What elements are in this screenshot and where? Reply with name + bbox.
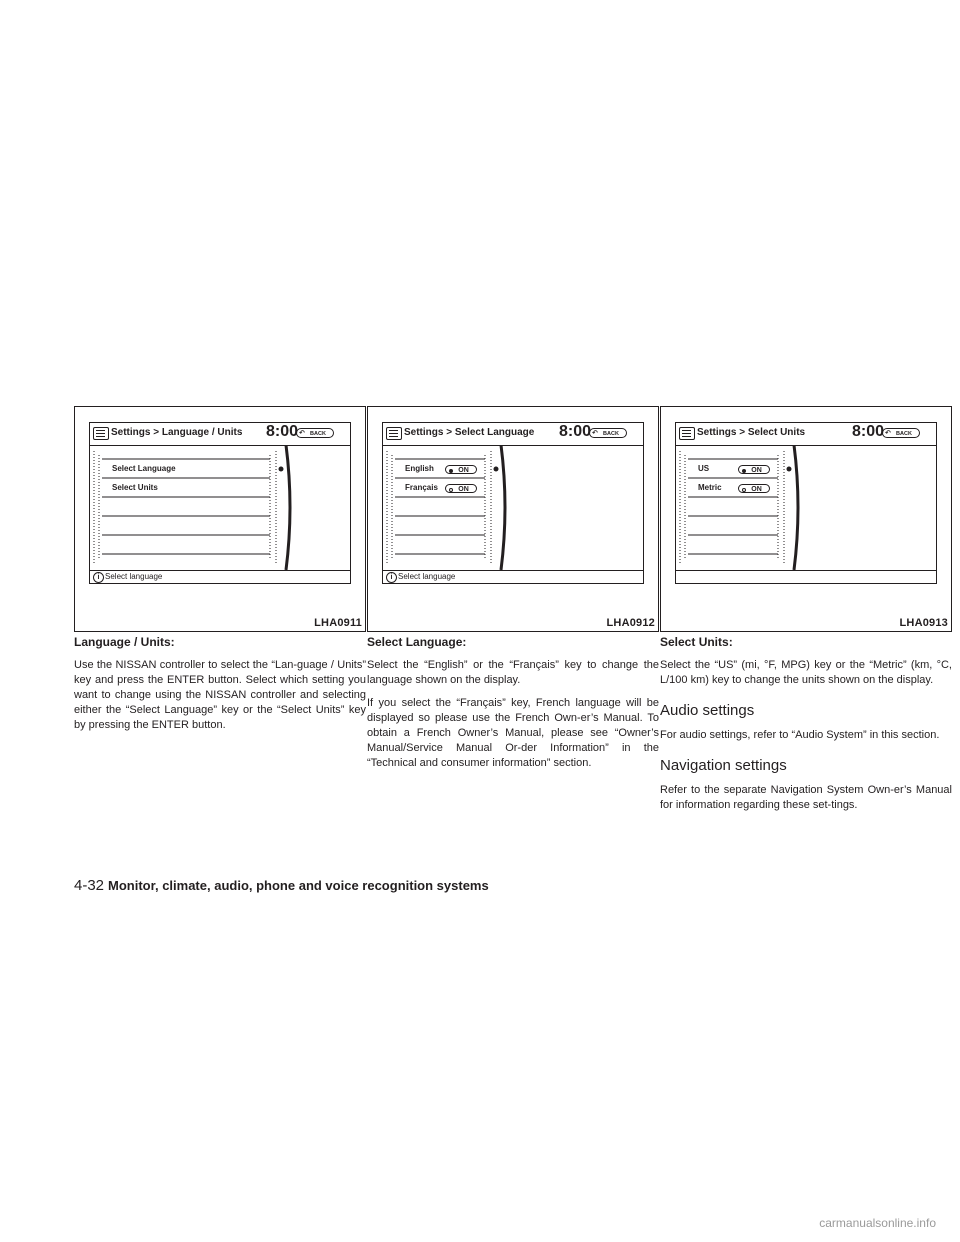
- title-bar: [676, 423, 936, 446]
- back-button[interactable]: [882, 428, 920, 438]
- breadcrumb: Settings > Language / Units: [111, 427, 243, 438]
- on-label: ON: [751, 467, 762, 474]
- paragraph: For audio settings, refer to “Audio System” in this section.: [660, 729, 940, 741]
- heading-audio-settings: Audio settings: [660, 702, 755, 719]
- page-number: 4-32: [74, 877, 105, 894]
- subheading-language-units: Language / Units:: [74, 635, 175, 649]
- back-arrow-icon: ↶: [299, 430, 305, 437]
- status-bar: [676, 570, 936, 584]
- page-footer: [74, 877, 489, 894]
- display-screen: [89, 422, 351, 584]
- status-bar: [383, 570, 643, 584]
- back-button[interactable]: [296, 428, 334, 438]
- column-2: [367, 406, 659, 779]
- paragraph: Select the “US” (mi, °F, MPG) key or the “Metric” (km, °C, L/100 km) key to change the units shown on the display.: [660, 659, 952, 686]
- subheading-select-language: Select Language:: [367, 635, 467, 649]
- radio-dot-icon: [449, 469, 453, 473]
- figure-select-language: [367, 406, 659, 632]
- menu-icon: [93, 427, 109, 440]
- back-label: BACK: [310, 431, 326, 437]
- back-label: BACK: [896, 431, 912, 437]
- back-arrow-icon: ↶: [885, 430, 891, 437]
- on-label: ON: [458, 486, 469, 493]
- menu-item-metric[interactable]: Metric: [698, 483, 722, 492]
- column-1-text: [74, 635, 366, 733]
- status-text: Select language: [105, 572, 163, 581]
- menu-item-select-language[interactable]: Select Language: [112, 464, 176, 473]
- info-icon: i: [93, 572, 104, 583]
- breadcrumb: Settings > Select Language: [404, 427, 535, 438]
- menu-item-francais[interactable]: Français: [405, 483, 438, 492]
- menu-item-us[interactable]: US: [698, 464, 710, 473]
- column-2-text: [367, 635, 659, 771]
- paragraph: Refer to the separate Navigation System Own-er’s Manual for information regarding these set-tings.: [660, 784, 952, 811]
- title-bar: [90, 423, 350, 446]
- info-icon: i: [386, 572, 397, 583]
- paragraph: Use the NISSAN controller to select the “Lan-guage / Units” key and press the ENTER button. Select which setting you want to change using the NISSAN controller and selecting either the “Select Language” key or the “Select Units” key by pressing the ENTER button.: [74, 659, 366, 731]
- clock: 8:00: [559, 423, 592, 440]
- clock: 8:00: [266, 423, 299, 440]
- back-button[interactable]: [589, 428, 627, 438]
- on-indicator-us[interactable]: [738, 465, 770, 474]
- watermark: carmanualsonline.info: [819, 1216, 936, 1230]
- title-bar: [383, 423, 643, 446]
- on-indicator-english[interactable]: [445, 465, 477, 474]
- on-label: ON: [751, 486, 762, 493]
- back-arrow-icon: ↶: [592, 430, 598, 437]
- status-text: Select language: [398, 572, 456, 581]
- column-3-text: [660, 635, 952, 813]
- menu-icon: [679, 427, 695, 440]
- on-label: ON: [458, 467, 469, 474]
- figure-language-units: [74, 406, 366, 632]
- heading-navigation-settings: Navigation settings: [660, 757, 787, 774]
- on-indicator-metric[interactable]: [738, 484, 770, 493]
- clock: 8:00: [852, 423, 885, 440]
- menu-icon: [386, 427, 402, 440]
- section-title: Monitor, climate, audio, phone and voice recognition systems: [108, 878, 489, 893]
- figure-id: LHA0912: [606, 617, 655, 629]
- breadcrumb: Settings > Select Units: [697, 427, 806, 438]
- menu-item-english[interactable]: English: [405, 464, 434, 473]
- figure-id: LHA0913: [899, 617, 948, 629]
- back-label: BACK: [603, 431, 619, 437]
- on-indicator-francais[interactable]: [445, 484, 477, 493]
- figure-select-units: [660, 406, 952, 632]
- subheading-select-units: Select Units:: [660, 635, 733, 649]
- display-screen: [382, 422, 644, 584]
- radio-dot-icon: [742, 488, 746, 492]
- column-3: [660, 406, 952, 821]
- figure-id: LHA0911: [314, 617, 362, 629]
- paragraph: Select the “English” or the “Français” key to change the language shown on the display.: [367, 659, 659, 686]
- menu-frame: [676, 445, 936, 570]
- radio-dot-icon: [449, 488, 453, 492]
- radio-dot-icon: [742, 469, 746, 473]
- display-screen: [675, 422, 937, 584]
- column-1: [74, 406, 366, 741]
- paragraph: If you select the “Français” key, French language will be displayed so please use the French Own-er’s Manual. To obtain a French Owner’s Manual, please see “Owner’s Manual/Service Manual Or-der Information” in the “Technical and consumer information” section.: [367, 697, 659, 769]
- menu-item-select-units[interactable]: Select Units: [112, 483, 158, 492]
- status-bar: [90, 570, 350, 584]
